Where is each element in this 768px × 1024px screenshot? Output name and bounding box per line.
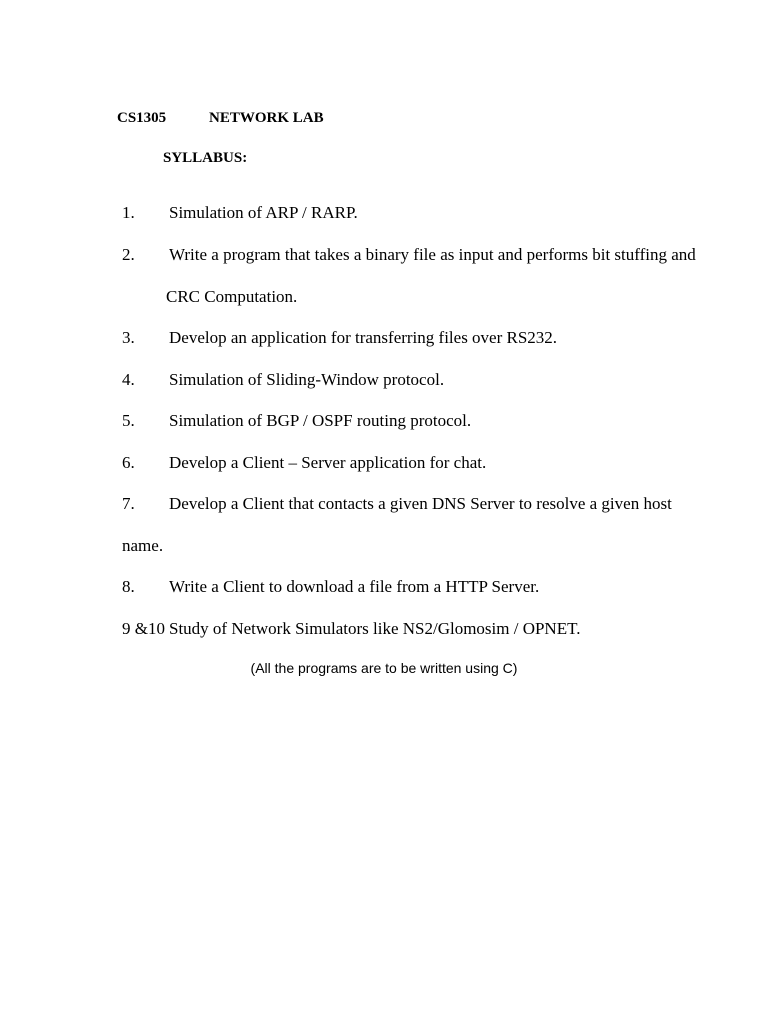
item-5-number: 5. bbox=[122, 411, 135, 430]
item-2-text: Write a program that takes a binary file as input and performs bit stuffing and bbox=[169, 245, 696, 264]
course-code: CS1305 bbox=[117, 110, 167, 126]
item-3-number: 3. bbox=[122, 328, 135, 347]
item-9-10-text: Study of Network Simulators like NS2/Glomosim / OPNET. bbox=[169, 619, 581, 638]
item-5-text: Simulation of BGP / OSPF routing protocol. bbox=[169, 411, 472, 430]
item-3-text: Develop an application for transferring files over RS232. bbox=[169, 328, 558, 347]
item-4-number: 4. bbox=[122, 370, 135, 389]
item-1-number: 1. bbox=[122, 203, 135, 222]
course-title: NETWORK LAB bbox=[209, 110, 324, 126]
item-7-text: Develop a Client that contacts a given DNS Server to resolve a given host bbox=[169, 494, 672, 513]
language-note: (All the programs are to be written using C) bbox=[250, 660, 518, 676]
item-7-number: 7. bbox=[122, 494, 135, 513]
item-4-text: Simulation of Sliding-Window protocol. bbox=[169, 370, 445, 389]
item-8-text: Write a Client to download a file from a HTTP Server. bbox=[169, 577, 540, 596]
item-6-text: Develop a Client – Server application for chat. bbox=[169, 453, 487, 472]
item-6-number: 6. bbox=[122, 453, 135, 472]
item-1-text: Simulation of ARP / RARP. bbox=[169, 203, 358, 222]
item-2-continuation: CRC Computation. bbox=[166, 287, 298, 306]
item-8-number: 8. bbox=[122, 577, 135, 596]
item-2-number: 2. bbox=[122, 245, 135, 264]
item-7-continuation: name. bbox=[122, 536, 164, 555]
syllabus-heading: SYLLABUS: bbox=[163, 150, 248, 166]
item-9-10-number: 9 &10 bbox=[122, 619, 165, 638]
